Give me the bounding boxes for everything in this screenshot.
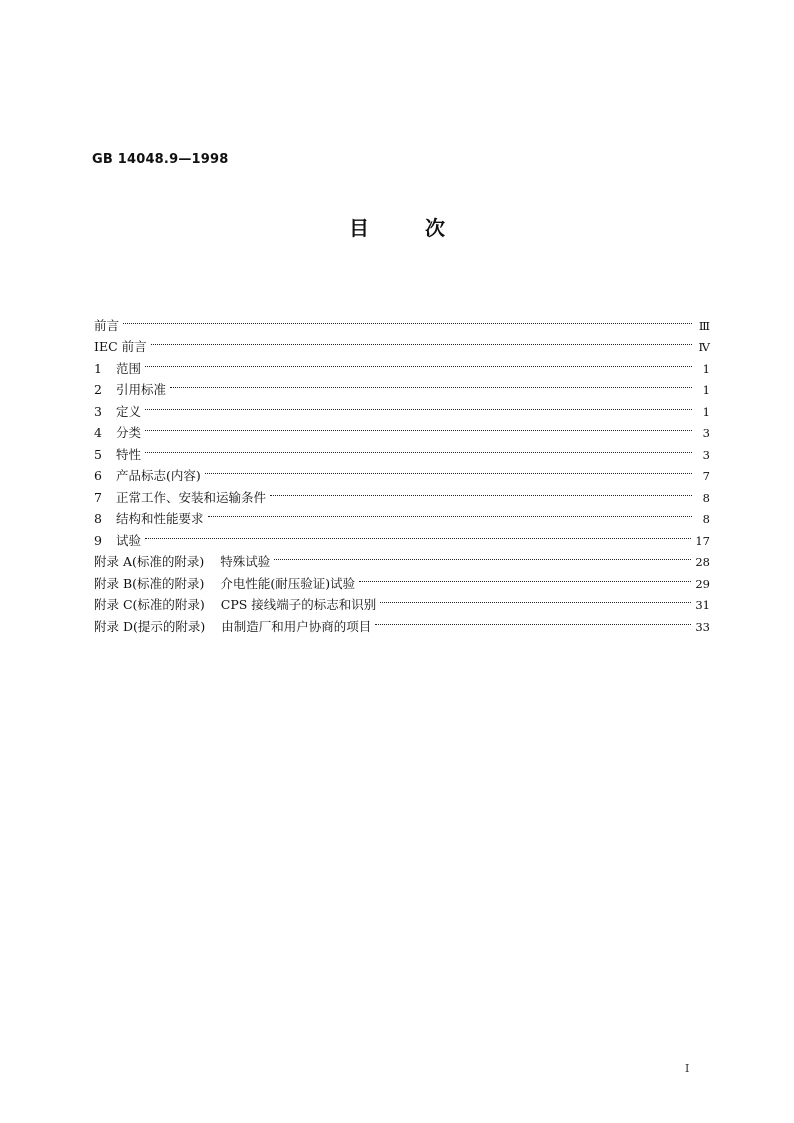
toc-entry-appendix-title: 介电性能(耐压验证)试验 bbox=[220, 575, 356, 591]
page-number: I bbox=[685, 1062, 690, 1075]
toc-entry-label-text: 引用标准 bbox=[116, 382, 167, 397]
toc-entry-appendix-title: 特殊试验 bbox=[220, 554, 271, 569]
toc-entry-label bbox=[116, 422, 145, 444]
toc-entry-appendix-title: 由制造厂和用户协商的项目 bbox=[221, 618, 372, 634]
toc-entry-label bbox=[116, 530, 145, 552]
toc-leader-dots bbox=[145, 523, 691, 545]
toc-entry-label-text: 特性 bbox=[116, 446, 142, 462]
toc-entry-label bbox=[94, 315, 123, 337]
toc-entry[interactable] bbox=[94, 351, 710, 376]
toc-entry-label-text: IEC 前言 bbox=[94, 339, 147, 354]
toc-entry-page: 3 bbox=[702, 426, 710, 440]
toc-entry-page: Ⅳ bbox=[698, 340, 710, 354]
toc-entry-label-text: 前言 bbox=[94, 317, 120, 333]
toc-leader-dots bbox=[359, 566, 691, 588]
toc-entry-page: 8 bbox=[702, 490, 710, 505]
toc-entry-number: 2 bbox=[94, 382, 102, 397]
toc-entry-label bbox=[94, 573, 359, 595]
toc-entry-label bbox=[94, 336, 151, 358]
toc-entry-appendix-title: CPS 接线端子的标志和识别 bbox=[220, 597, 377, 612]
toc-entry-page: 17 bbox=[695, 533, 710, 548]
toc-entry-label bbox=[94, 616, 375, 638]
toc-entry[interactable] bbox=[94, 523, 710, 548]
toc-entry-number: 1 bbox=[94, 360, 102, 376]
toc-leader-dots bbox=[274, 545, 691, 567]
toc-leader-dots bbox=[145, 416, 692, 438]
toc-list bbox=[94, 308, 710, 634]
toc-entry-label-text: 附录 B(标准的附录) bbox=[94, 575, 205, 591]
toc-entry-label bbox=[116, 358, 145, 380]
toc-leader-dots bbox=[145, 394, 692, 416]
toc-entry-label-text: 附录 A(标准的附录) bbox=[94, 554, 205, 569]
toc-entry-label-text: 分类 bbox=[116, 425, 142, 440]
toc-entry-label-text: 试验 bbox=[116, 532, 142, 548]
toc-entry[interactable] bbox=[94, 308, 710, 333]
toc-entry-label bbox=[116, 465, 205, 487]
toc-entry-page: 1 bbox=[702, 404, 710, 419]
toc-entry-label bbox=[94, 594, 380, 616]
toc-entry-number: 5 bbox=[94, 446, 102, 462]
toc-entry-label-text: 附录 C(标准的附录) bbox=[94, 597, 205, 612]
toc-leader-dots bbox=[208, 502, 692, 524]
toc-entry[interactable] bbox=[94, 330, 710, 352]
toc-leader-dots bbox=[145, 351, 692, 373]
toc-entry-label-text: 结构和性能要求 bbox=[116, 511, 204, 526]
toc-entry[interactable] bbox=[94, 545, 710, 567]
toc-leader-dots bbox=[375, 609, 691, 631]
toc-leader-dots bbox=[380, 588, 691, 610]
toc-entry-label-text: 正常工作、安装和运输条件 bbox=[116, 489, 267, 505]
toc-entry-number: 4 bbox=[94, 425, 102, 440]
toc-entry-page: 29 bbox=[695, 576, 710, 591]
toc-leader-dots bbox=[205, 459, 692, 481]
toc-entry-label bbox=[94, 551, 274, 573]
toc-entry-label-text: 范围 bbox=[116, 360, 142, 376]
toc-entry-page: 31 bbox=[695, 598, 710, 612]
toc-entry-label-text: 附录 D(提示的附录) bbox=[94, 618, 206, 634]
toc-entry-page: 8 bbox=[702, 512, 710, 526]
toc-title-part1: 目 bbox=[349, 216, 369, 240]
toc-entry-page: 7 bbox=[702, 469, 710, 483]
toc-entry[interactable] bbox=[94, 437, 710, 462]
toc-entry-label-text: 产品标志(内容) bbox=[116, 468, 201, 483]
toc-entry-page: 33 bbox=[695, 619, 710, 634]
toc-leader-dots bbox=[270, 480, 692, 502]
toc-entry-page: 1 bbox=[702, 383, 710, 397]
toc-entry-number: 7 bbox=[94, 489, 102, 505]
toc-title bbox=[0, 212, 794, 241]
toc-entry[interactable] bbox=[94, 459, 710, 481]
toc-entry-number: 3 bbox=[94, 403, 102, 419]
toc-entry[interactable] bbox=[94, 416, 710, 438]
toc-entry-page: 28 bbox=[695, 555, 710, 569]
toc-entry-label bbox=[116, 401, 145, 423]
toc-leader-dots bbox=[145, 437, 692, 459]
toc-entry-number: 8 bbox=[94, 511, 102, 526]
toc-leader-dots bbox=[123, 308, 692, 330]
toc-leader-dots bbox=[151, 330, 692, 352]
toc-entry[interactable] bbox=[94, 373, 710, 395]
toc-leader-dots bbox=[170, 373, 692, 395]
toc-entry[interactable] bbox=[94, 394, 710, 419]
toc-entry-page: 3 bbox=[702, 447, 710, 462]
toc-entry-page: Ⅲ bbox=[698, 318, 710, 333]
standard-code: GB 14048.9—1998 bbox=[92, 152, 229, 167]
toc-title-part2: 次 bbox=[425, 216, 445, 240]
toc-entry-page: 1 bbox=[702, 361, 710, 376]
toc-entry-number: 9 bbox=[94, 532, 102, 548]
toc-entry-number: 6 bbox=[94, 468, 102, 483]
toc-entry-label bbox=[116, 444, 145, 466]
toc-entry-label-text: 定义 bbox=[116, 403, 142, 419]
